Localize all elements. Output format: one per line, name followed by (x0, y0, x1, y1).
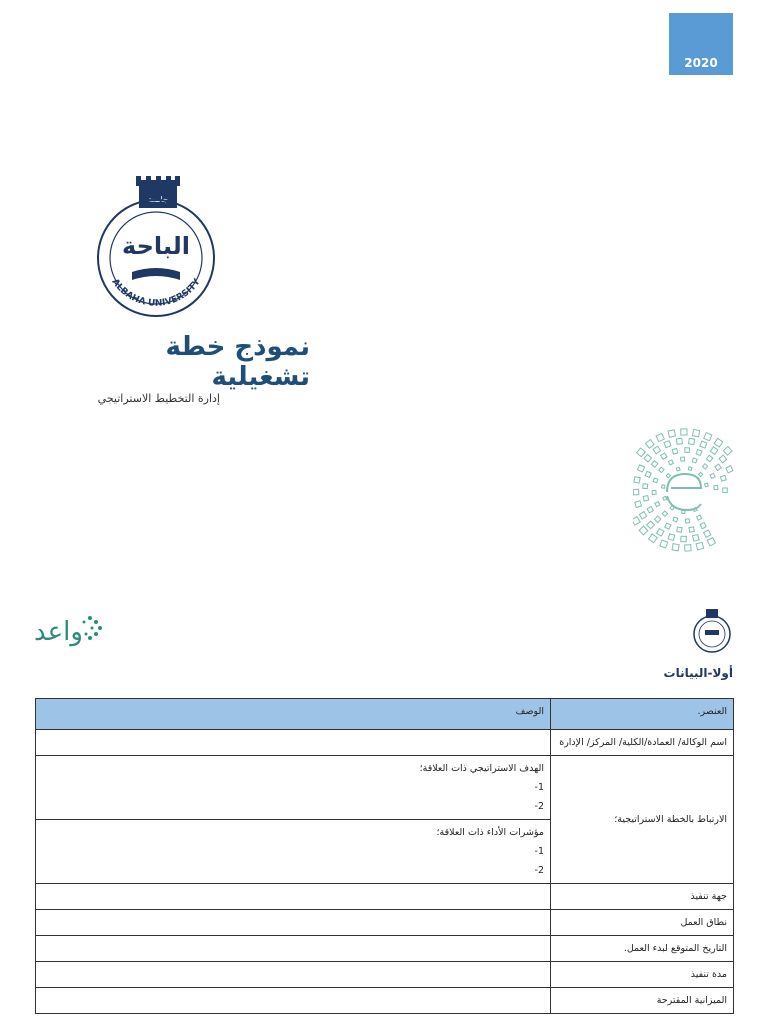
row-description[interactable] (36, 936, 551, 962)
emblem-square (681, 429, 687, 435)
row-description[interactable] (36, 910, 551, 936)
emblem-square (704, 433, 712, 441)
emblem-square (660, 540, 668, 548)
svg-text:واعد: واعد (34, 617, 83, 647)
row-description[interactable] (36, 988, 551, 1014)
emblem-square (689, 527, 694, 532)
emblem-square (676, 467, 680, 471)
emblem-square (692, 429, 699, 436)
emblem-square (657, 529, 664, 536)
vision-emblem (633, 418, 737, 560)
emblem-square (639, 526, 648, 535)
emblem-square (692, 458, 697, 463)
table-header-row (36, 699, 734, 730)
row-element: اسم الوكالة/ العمادة/الكلية/ المركز/ الإدارة (551, 730, 734, 756)
table-row (36, 910, 734, 936)
albaha-university-logo (92, 176, 220, 321)
emblem-square (633, 489, 639, 495)
list-item: 2- (534, 801, 544, 812)
emblem-square (707, 538, 715, 546)
emblem-center-mark (667, 496, 701, 510)
emblem-square (723, 446, 732, 455)
section-title: أولا-البيانات (663, 666, 733, 680)
emblem-square (720, 475, 726, 481)
emblem-square (652, 490, 656, 494)
emblem-square (655, 502, 660, 507)
emblem-square (634, 477, 640, 483)
emblem-square (710, 447, 718, 455)
emblem-square (685, 519, 689, 523)
emblem-square (723, 488, 728, 493)
emblem-square (714, 438, 723, 447)
table-row (36, 730, 734, 756)
emblem-square (659, 467, 664, 472)
row-description[interactable] (36, 962, 551, 988)
emblem-square (653, 446, 661, 454)
table-row (36, 962, 734, 988)
emblem-square (654, 516, 661, 523)
emblem-square (705, 483, 709, 487)
emblem-square (665, 523, 671, 529)
emblem-square (651, 461, 657, 467)
emblem-square (688, 467, 692, 471)
emblem-square (645, 440, 654, 449)
emblem-square (704, 530, 711, 537)
emblem-square (681, 457, 685, 461)
emblem-square (719, 455, 727, 463)
row-element: الارتباط بالخطة الاستراتيجية؛ (551, 756, 734, 884)
emblem-square (668, 460, 673, 465)
emblem-square (672, 449, 678, 455)
emblem-center-mark (667, 474, 701, 492)
svg-text:ALBAHA UNIVERSITY: ALBAHA UNIVERSITY (109, 277, 203, 309)
strategic-goal-title: الهدف الاستراتيجي ذات العلاقة؛ (419, 763, 544, 774)
row-description[interactable] (36, 730, 551, 756)
emblem-square (643, 484, 648, 489)
emblem-square (698, 472, 702, 476)
emblem-square (700, 523, 706, 529)
emblem-square (637, 465, 644, 472)
list-item: 2- (534, 865, 544, 876)
emblem-square (644, 454, 652, 462)
table-row (36, 936, 734, 962)
row-element: مدة تنفيذ (551, 962, 734, 988)
emblem-square (664, 441, 671, 448)
table-row (36, 884, 734, 910)
emblem-square (672, 544, 679, 551)
emblem-square (649, 534, 658, 543)
list-item: 1- (534, 846, 544, 857)
emblem-square (645, 471, 651, 477)
svg-text:الباحة: الباحة (122, 232, 190, 260)
emblem-square (666, 474, 670, 478)
row-element: التاريخ المتوقع لبدء العمل. (551, 936, 734, 962)
emblem-square (677, 527, 682, 532)
emblem-square (647, 521, 655, 529)
emblem-square (715, 464, 721, 470)
document-subtitle: إدارة التخطيط الاستراتيجي (97, 392, 220, 405)
year-label: 2020 (684, 56, 718, 70)
emblem-square (661, 453, 667, 459)
albaha-small-logo (690, 608, 734, 654)
emblem-square (714, 486, 718, 490)
emblem-square (676, 438, 682, 444)
row-element: الميزانية المقترحة (551, 988, 734, 1014)
data-table (35, 698, 734, 1014)
row-element: نطاق العمل (551, 910, 734, 936)
list-item: 1- (534, 782, 544, 793)
emblem-square (668, 534, 675, 541)
row-element: جهة تنفيذ (551, 884, 734, 910)
emblem-square (668, 430, 675, 437)
emblem-square (681, 536, 687, 542)
wa3d-logo (32, 608, 106, 652)
year-badge (669, 13, 733, 75)
emblem-square (662, 511, 667, 516)
emblem-square (633, 517, 640, 526)
emblem-square (653, 478, 658, 483)
emblem-square (710, 473, 715, 478)
emblem-square (637, 448, 646, 457)
emblem-square (693, 535, 699, 541)
emblem-square (702, 464, 707, 469)
emblem-square (635, 501, 642, 508)
emblem-square (662, 485, 665, 488)
emblem-square (685, 448, 690, 453)
row-description[interactable] (36, 884, 551, 910)
emblem-square (700, 441, 707, 448)
document-title: نموذج خطة تشغيلية (165, 332, 310, 392)
svg-text:جامعة: جامعة (148, 195, 168, 204)
emblem-square (696, 450, 702, 456)
emblem-square (685, 545, 692, 552)
emblem-square (697, 515, 702, 520)
emblem-square (643, 496, 648, 501)
header-description: الوصف (36, 699, 551, 730)
kpi-cell[interactable] (36, 820, 551, 884)
emblem-square (696, 542, 704, 550)
emblem-square (639, 512, 646, 519)
emblem-square (663, 496, 667, 500)
emblem-square (647, 507, 653, 513)
emblem-square (689, 438, 695, 444)
emblem-square (673, 517, 678, 522)
emblem-square (726, 466, 733, 473)
table-row (36, 756, 734, 820)
header-element: العنصر. (551, 699, 734, 730)
emblem-square (656, 433, 664, 441)
table-row (36, 988, 734, 1014)
emblem-square (706, 455, 712, 461)
kpi-title: مؤشرات الأداء ذات العلاقة؛ (436, 827, 544, 838)
strategic-goal-cell[interactable] (36, 756, 551, 820)
